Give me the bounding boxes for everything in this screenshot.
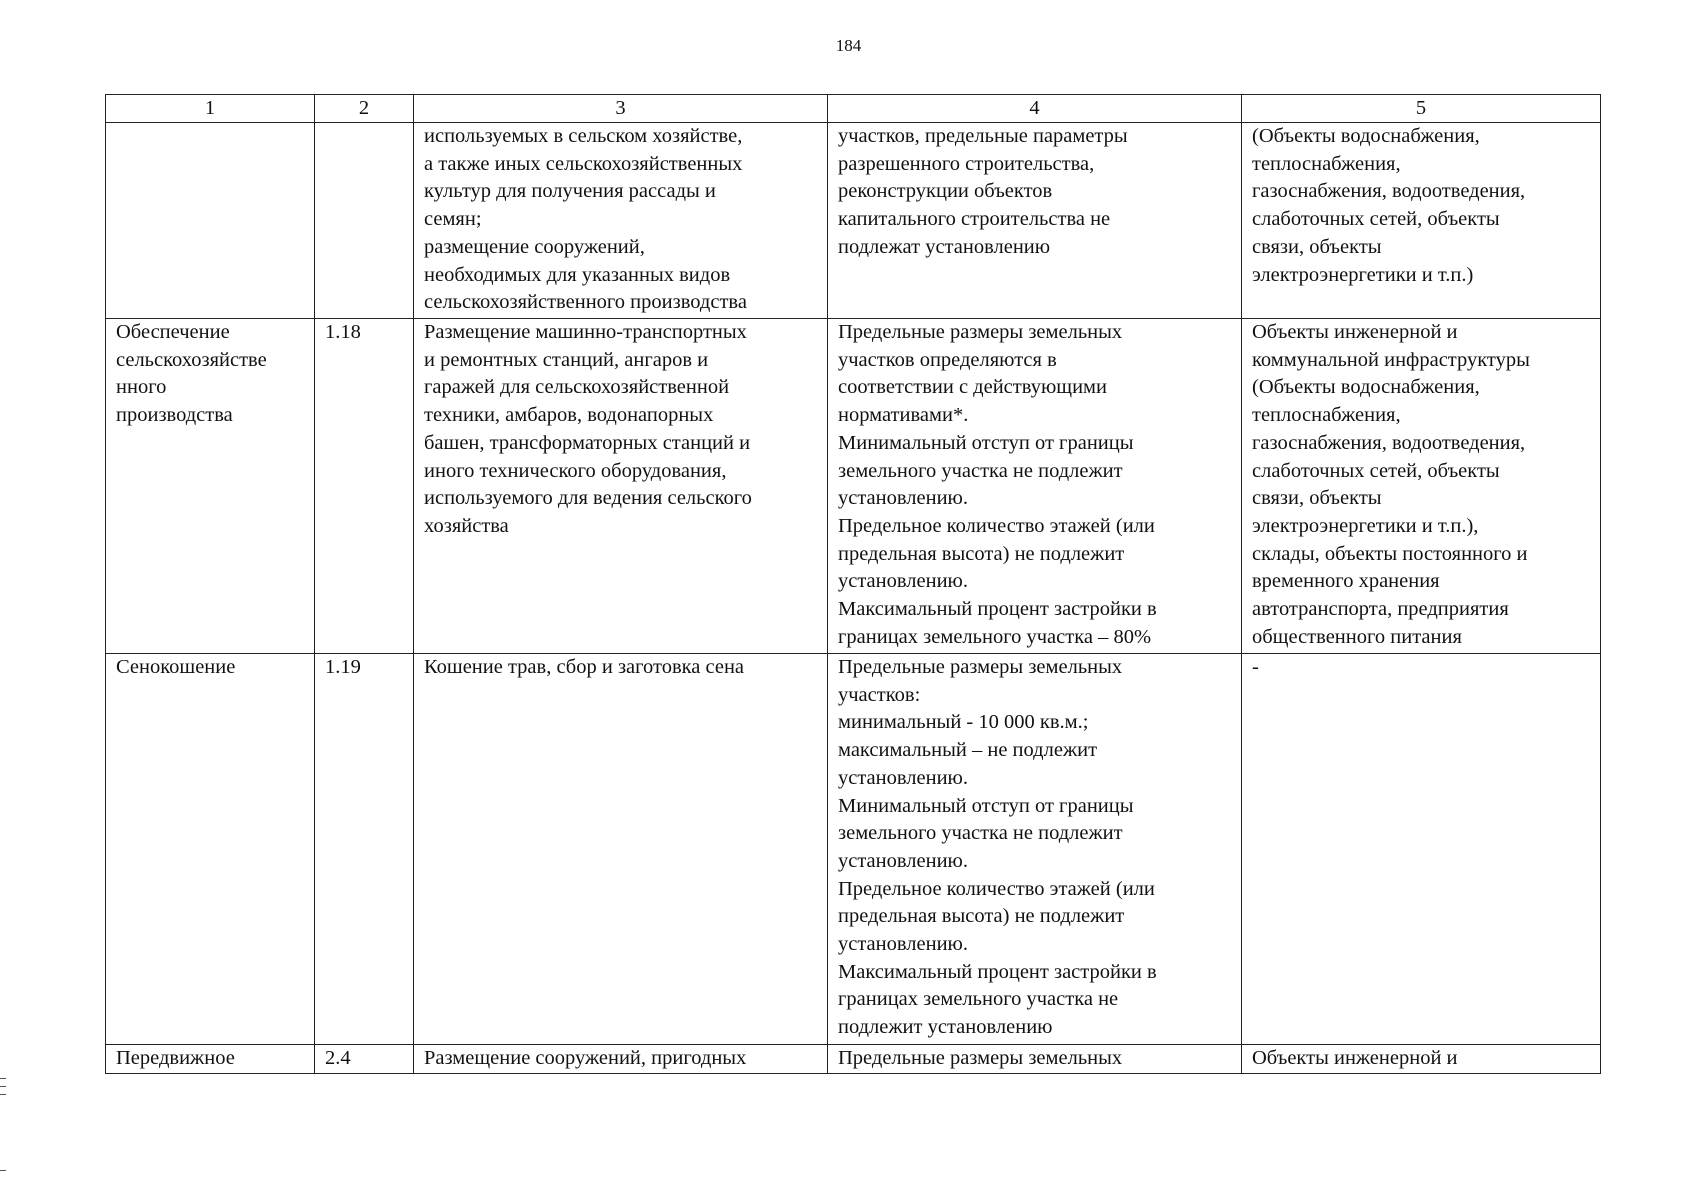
cell-text-line: подлежат установлению <box>838 235 1051 258</box>
table-row <box>106 1045 1601 1074</box>
cell-text-line: связи, объекты <box>1252 487 1382 510</box>
auxiliary-objects-cell <box>1242 1045 1601 1074</box>
cell-text-line: газоснабжения, водоотведения, <box>1252 180 1526 203</box>
auxiliary-objects-cell <box>1242 654 1601 1045</box>
cell-text-line: Минимальный отступ от границы <box>838 431 1134 454</box>
use-description-cell <box>414 123 828 319</box>
cell-text-line: - <box>1252 656 1259 678</box>
cell-text-line: границах земельного участка не <box>838 988 1119 1011</box>
cell-text-line: соответствии с действующими <box>838 376 1107 399</box>
cell-text-line: Предельное количество этажей (или <box>838 514 1155 537</box>
use-code-cell: 1.18 <box>315 319 414 654</box>
cell-text-line: Минимальный отступ от границы <box>838 794 1134 817</box>
table-row <box>106 654 1601 1045</box>
cell-text-line: временного хранения <box>1252 570 1440 593</box>
cell-text-line: Объекты инженерной и <box>1252 1047 1458 1069</box>
cell-text-line: подлежит установлению <box>838 1016 1053 1039</box>
use-description-cell <box>414 654 828 1045</box>
scan-mark <box>0 1170 6 1171</box>
cell-text-line: установлению. <box>838 570 968 593</box>
cell-text-line: башен, трансформаторных станций и <box>424 431 751 454</box>
cell-text-line: участков: <box>838 683 921 706</box>
header-col-3: 3 <box>414 95 828 123</box>
cell-text-line: капитального строительства не <box>838 208 1111 231</box>
cell-text-line: слаботочных сетей, объекты <box>1252 208 1500 231</box>
parameters-cell <box>828 1045 1242 1074</box>
cell-text-line: используемых в сельском хозяйстве, <box>424 125 743 147</box>
cell-text-line: слаботочных сетей, объекты <box>1252 459 1500 482</box>
cell-text-line: нормативами*. <box>838 404 969 427</box>
use-name-cell <box>106 1045 315 1074</box>
cell-text-line: предельная высота) не подлежит <box>838 905 1125 928</box>
cell-text-line: Размещение сооружений, пригодных <box>424 1047 747 1069</box>
cell-text-line: сельскохозяйстве <box>116 348 267 371</box>
header-row <box>106 95 1601 123</box>
cell-text-line: склады, объекты постоянного и <box>1252 542 1528 565</box>
cell-text-line: электроэнергетики и т.п.), <box>1252 514 1479 537</box>
cell-text-line: Предельные размеры земельных <box>838 321 1123 343</box>
header-col-1: 1 <box>106 95 315 123</box>
cell-text-line: Передвижное <box>116 1047 235 1069</box>
cell-text-line: реконструкции объектов <box>838 180 1053 203</box>
table-row <box>106 319 1601 654</box>
cell-text-line: а также иных сельскохозяйственных <box>424 152 743 175</box>
header-col-4: 4 <box>828 95 1242 123</box>
cell-text-line: участков определяются в <box>838 348 1057 371</box>
cell-text-line: теплоснабжения, <box>1252 404 1401 427</box>
cell-text-line: Обеспечение <box>116 321 230 343</box>
cell-text-line: хозяйства <box>424 514 509 537</box>
cell-text-line: границах земельного участка – 80% <box>838 625 1152 648</box>
cell-text-line: разрешенного строительства, <box>838 152 1095 175</box>
parameters-cell <box>828 123 1242 319</box>
parameters-cell <box>828 654 1242 1045</box>
cell-text-line: коммунальной инфраструктуры <box>1252 348 1530 371</box>
cell-text-line: необходимых для указанных видов <box>424 263 731 286</box>
cell-text-line: Предельное количество этажей (или <box>838 877 1155 900</box>
cell-text-line: Объекты инженерной и <box>1252 321 1458 343</box>
cell-text-line: (Объекты водоснабжения, <box>1252 125 1480 147</box>
use-description-cell <box>414 319 828 654</box>
cell-text-line: иного технического оборудования, <box>424 459 727 482</box>
cell-text-line: установлению. <box>838 766 968 789</box>
parameters-cell <box>828 319 1242 654</box>
cell-text-line: земельного участка не подлежит <box>838 822 1123 845</box>
cell-text-line: максимальный – не подлежит <box>838 739 1098 762</box>
scan-mark <box>0 1086 6 1087</box>
cell-text-line: автотранспорта, предприятия <box>1252 598 1509 621</box>
scan-mark <box>0 1094 6 1095</box>
cell-text-line: размещение сооружений, <box>424 235 645 258</box>
cell-text-line: Максимальный процент застройки в <box>838 960 1157 983</box>
cell-text-line: производства <box>116 404 233 427</box>
cell-text-line: минимальный - 10 000 кв.м.; <box>838 711 1089 734</box>
cell-text-line: нного <box>116 376 167 399</box>
use-code-cell: 1.19 <box>315 654 414 1045</box>
cell-text-line: земельного участка не подлежит <box>838 459 1123 482</box>
cell-text-line: Предельные размеры земельных <box>838 1047 1123 1069</box>
auxiliary-objects-cell <box>1242 123 1601 319</box>
use-code-cell <box>315 123 414 319</box>
cell-text-line: семян; <box>424 208 482 231</box>
cell-text-line: техники, амбаров, водонапорных <box>424 404 714 427</box>
use-name-cell <box>106 654 315 1045</box>
cell-text-line: теплоснабжения, <box>1252 152 1401 175</box>
header-col-5: 5 <box>1242 95 1601 123</box>
header-col-2: 2 <box>315 95 414 123</box>
cell-text-line: установлению. <box>838 849 968 872</box>
cell-text-line: гаражей для сельскохозяйственной <box>424 376 730 399</box>
cell-text-line: электроэнергетики и т.п.) <box>1252 263 1474 286</box>
cell-text-line: Максимальный процент застройки в <box>838 598 1157 621</box>
cell-text-line: культур для получения рассады и <box>424 180 716 203</box>
cell-text-line: Кошение трав, сбор и заготовка сена <box>424 656 745 678</box>
page-number: 184 <box>835 36 862 55</box>
use-name-cell <box>106 123 315 319</box>
cell-text-line: и ремонтных станций, ангаров и <box>424 348 709 371</box>
use-description-cell <box>414 1045 828 1074</box>
cell-text-line: связи, объекты <box>1252 235 1382 258</box>
table-row <box>106 123 1601 319</box>
zoning-table <box>105 94 1601 1074</box>
cell-text-line: Сенокошение <box>116 656 236 678</box>
cell-text-line: Размещение машинно-транспортных <box>424 321 747 343</box>
cell-text-line: предельная высота) не подлежит <box>838 542 1125 565</box>
cell-text-line: (Объекты водоснабжения, <box>1252 376 1480 399</box>
cell-text-line: участков, предельные параметры <box>838 125 1128 147</box>
cell-text-line: общественного питания <box>1252 625 1462 648</box>
cell-text-line: используемого для ведения сельского <box>424 487 752 510</box>
cell-text-line: сельскохозяйственного производства <box>424 291 747 314</box>
cell-text-line: установлению. <box>838 933 968 956</box>
scan-mark <box>0 1078 6 1079</box>
auxiliary-objects-cell <box>1242 319 1601 654</box>
use-name-cell <box>106 319 315 654</box>
use-code-cell: 2.4 <box>315 1045 414 1074</box>
cell-text-line: газоснабжения, водоотведения, <box>1252 431 1526 454</box>
cell-text-line: Предельные размеры земельных <box>838 656 1123 678</box>
cell-text-line: установлению. <box>838 487 968 510</box>
